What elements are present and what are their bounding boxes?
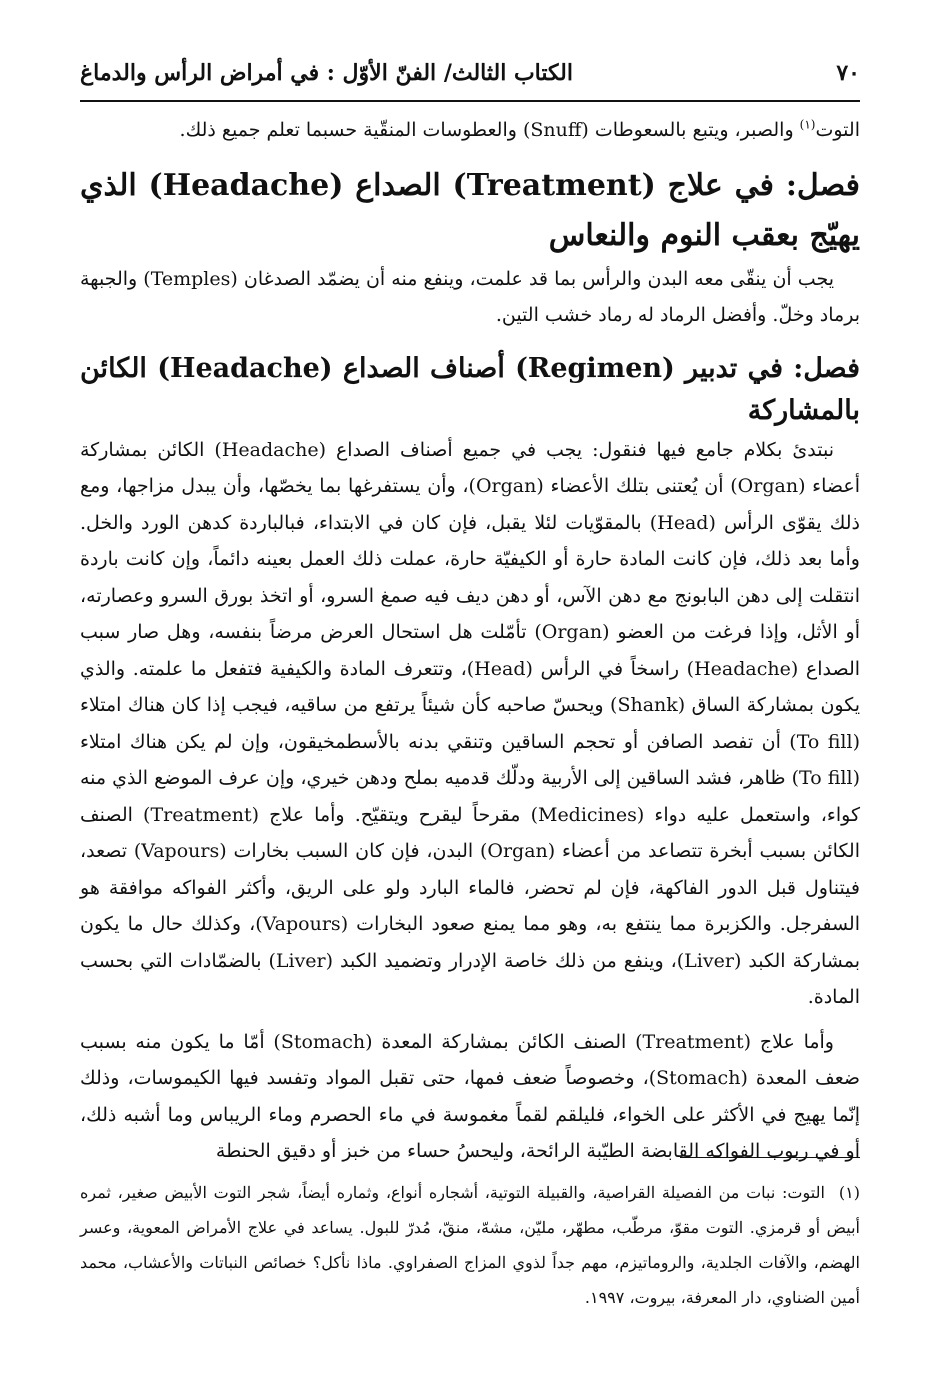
footnote-text: التوت: نبات من الفصيلة القراصية، والقبيلة التوتية، أشجاره أنواع، وثماره أيضاً، شجر التوت الأبيض صغير، ثمره أبيض أو قرمزي. التوت مقوّ، مرطّب، مطهّر، مليّن، مشهّ، منقّ، مُدرّ للبول. يساعد في علاج الأمراض المعوية، وعسر الهضم، والآفات الجلدية، والروماتيزم، مهم جداً لذوي المزاج الصفراوي. ماذا نأكل؟ خصائص النباتات والأعشاب، محمد أمين الضناوي، دار المعرفة، بيروت، ١٩٩٧. — [80, 1183, 860, 1307]
footnote-ref: (١) — [799, 117, 816, 132]
page-header — [80, 50, 860, 96]
footnote — [80, 1175, 860, 1315]
footnote-number: (١) — [838, 1183, 861, 1202]
main-text — [80, 112, 860, 1170]
paragraph-gap — [80, 1016, 860, 1024]
section-heading-treatment: فصل: في علاج (Treatment) الصداع (Headache) الذي يهيّج بعقب النوم والنعاس — [80, 167, 860, 253]
section-body-regimen-2: وأما علاج (Treatment) الصنف الكائن بمشاركة المعدة (Stomach) أمّا ما يكون منه بسبب ضعف المعدة (Stomach)، وخصوصاً ضعف فمها، حتى تقبل المواد وتفسد فيها الكيموسات، وذلك إنّما يهيج في الأكثر على الخواء، فليلقم لقماً مغموسة في ماء الحصرم وماء الريباس وما أشبه ذلك، أو في ربوب الفواكه القابضة الطيّبة الرائحة، وليحسُ حساء من خبز أو دقيق الحنطة — [80, 1030, 860, 1162]
section-body-treatment: يجب أن ينقّى معه البدن والرأس بما قد علمت، وينفع منه أن يضمّد الصدغان (Temples) والجبهة برماد وخلّ. وأفضل الرماد له رماد خشب التين. — [80, 267, 860, 326]
page-number: ٧٠ — [836, 60, 860, 86]
running-title: الكتاب الثالث/ الفنّ الأوّل : في أمراض الرأس والدماغ — [80, 60, 573, 86]
footnote-divider — [680, 1157, 860, 1158]
section-body-regimen-1: نبتدئ بكلام جامع فيها فنقول: يجب في جميع أصناف الصداع (Headache) الكائن بمشاركة أعضاء (Organ) أن يُعتنى بتلك الأعضاء (Organ)، وأن يستفرغها بما يخصّها، وأن يبدل مزاجها، ومع ذلك يقوّى الرأس (Head) بالمقوّيات لئلا يقبل، فإن كان في الابتداء، فبالباردة كدهن الورد والخل. وأما بعد ذلك، فإن كانت المادة حارة أو الكيفيّة حارة، عملت ذلك العمل بعينه دائماً، وإن كانت باردة انتقلت إلى دهن البابونج مع دهن الآس، أو دهن ديف فيه صمغ السرو، أو اتخذ بورق السرو وعصارته، أو الأثل، وإذا فرغت من العضو (Organ) تأمّلت هل استحال العرض مرضاً بنفسه، وهل صار سبب الصداع (Headache) راسخاً في الرأس (Head)، وتتعرف المادة والكيفية فتفعل ما علمته. والذي يكون بمشاركة الساق (Shank) ويحسّ صاحبه كأن شيئاً يرتفع من ساقيه، فيجب إذا كان هناك امتلاء (To fill) أن تفصد الصافن أو تحجم الساقين وتنقي بدنه بالأسطمخيقون، وإن لم يكن هناك امتلاء (To fill) ظاهر، فشد الساقين إلى الأربية ودلّك قدميه بملح ودهن خيري، وإن عرف الموضع الذي منه كواء، واستعمل عليه دواء (Medicines) مقرحاً ليقرح ويتقيّح. وأما علاج (Treatment) الصنف الكائن بسبب أبخرة تتصاعد من أعضاء (Organ) البدن، فإن كان السبب بخارات (Vapours) تصعد، فيتناول قبل الدور الفاكهة، فإن لم تحضر، فالماء البارد ولو على الريق، وأكثر الفواكه موافقة هو السفرجل. والكزبرة مما ينتفع به، وهو مما يمنع صعود البخارات (Vapours)، وكذلك حال ما يكون بمشاركة الكبد (Liver)، وينفع من ذلك خاصة الإدرار وتضميد الكبد (Liver) بالضمّادات التي بحسب المادة. — [80, 438, 861, 1008]
intro-text-end: والصبر، ويتبع بالسعوطات (Snuff) والعطوسات المنقّية حسبما تعلم جميع ذلك. — [179, 119, 800, 141]
intro-text-start: التوت — [815, 119, 860, 141]
intro-paragraph — [80, 112, 860, 149]
section-heading-regimen: فصل: في تدبير (Regimen) أصناف الصداع (Headache) الكائن بالمشاركة — [80, 352, 860, 426]
header-divider — [80, 100, 860, 102]
